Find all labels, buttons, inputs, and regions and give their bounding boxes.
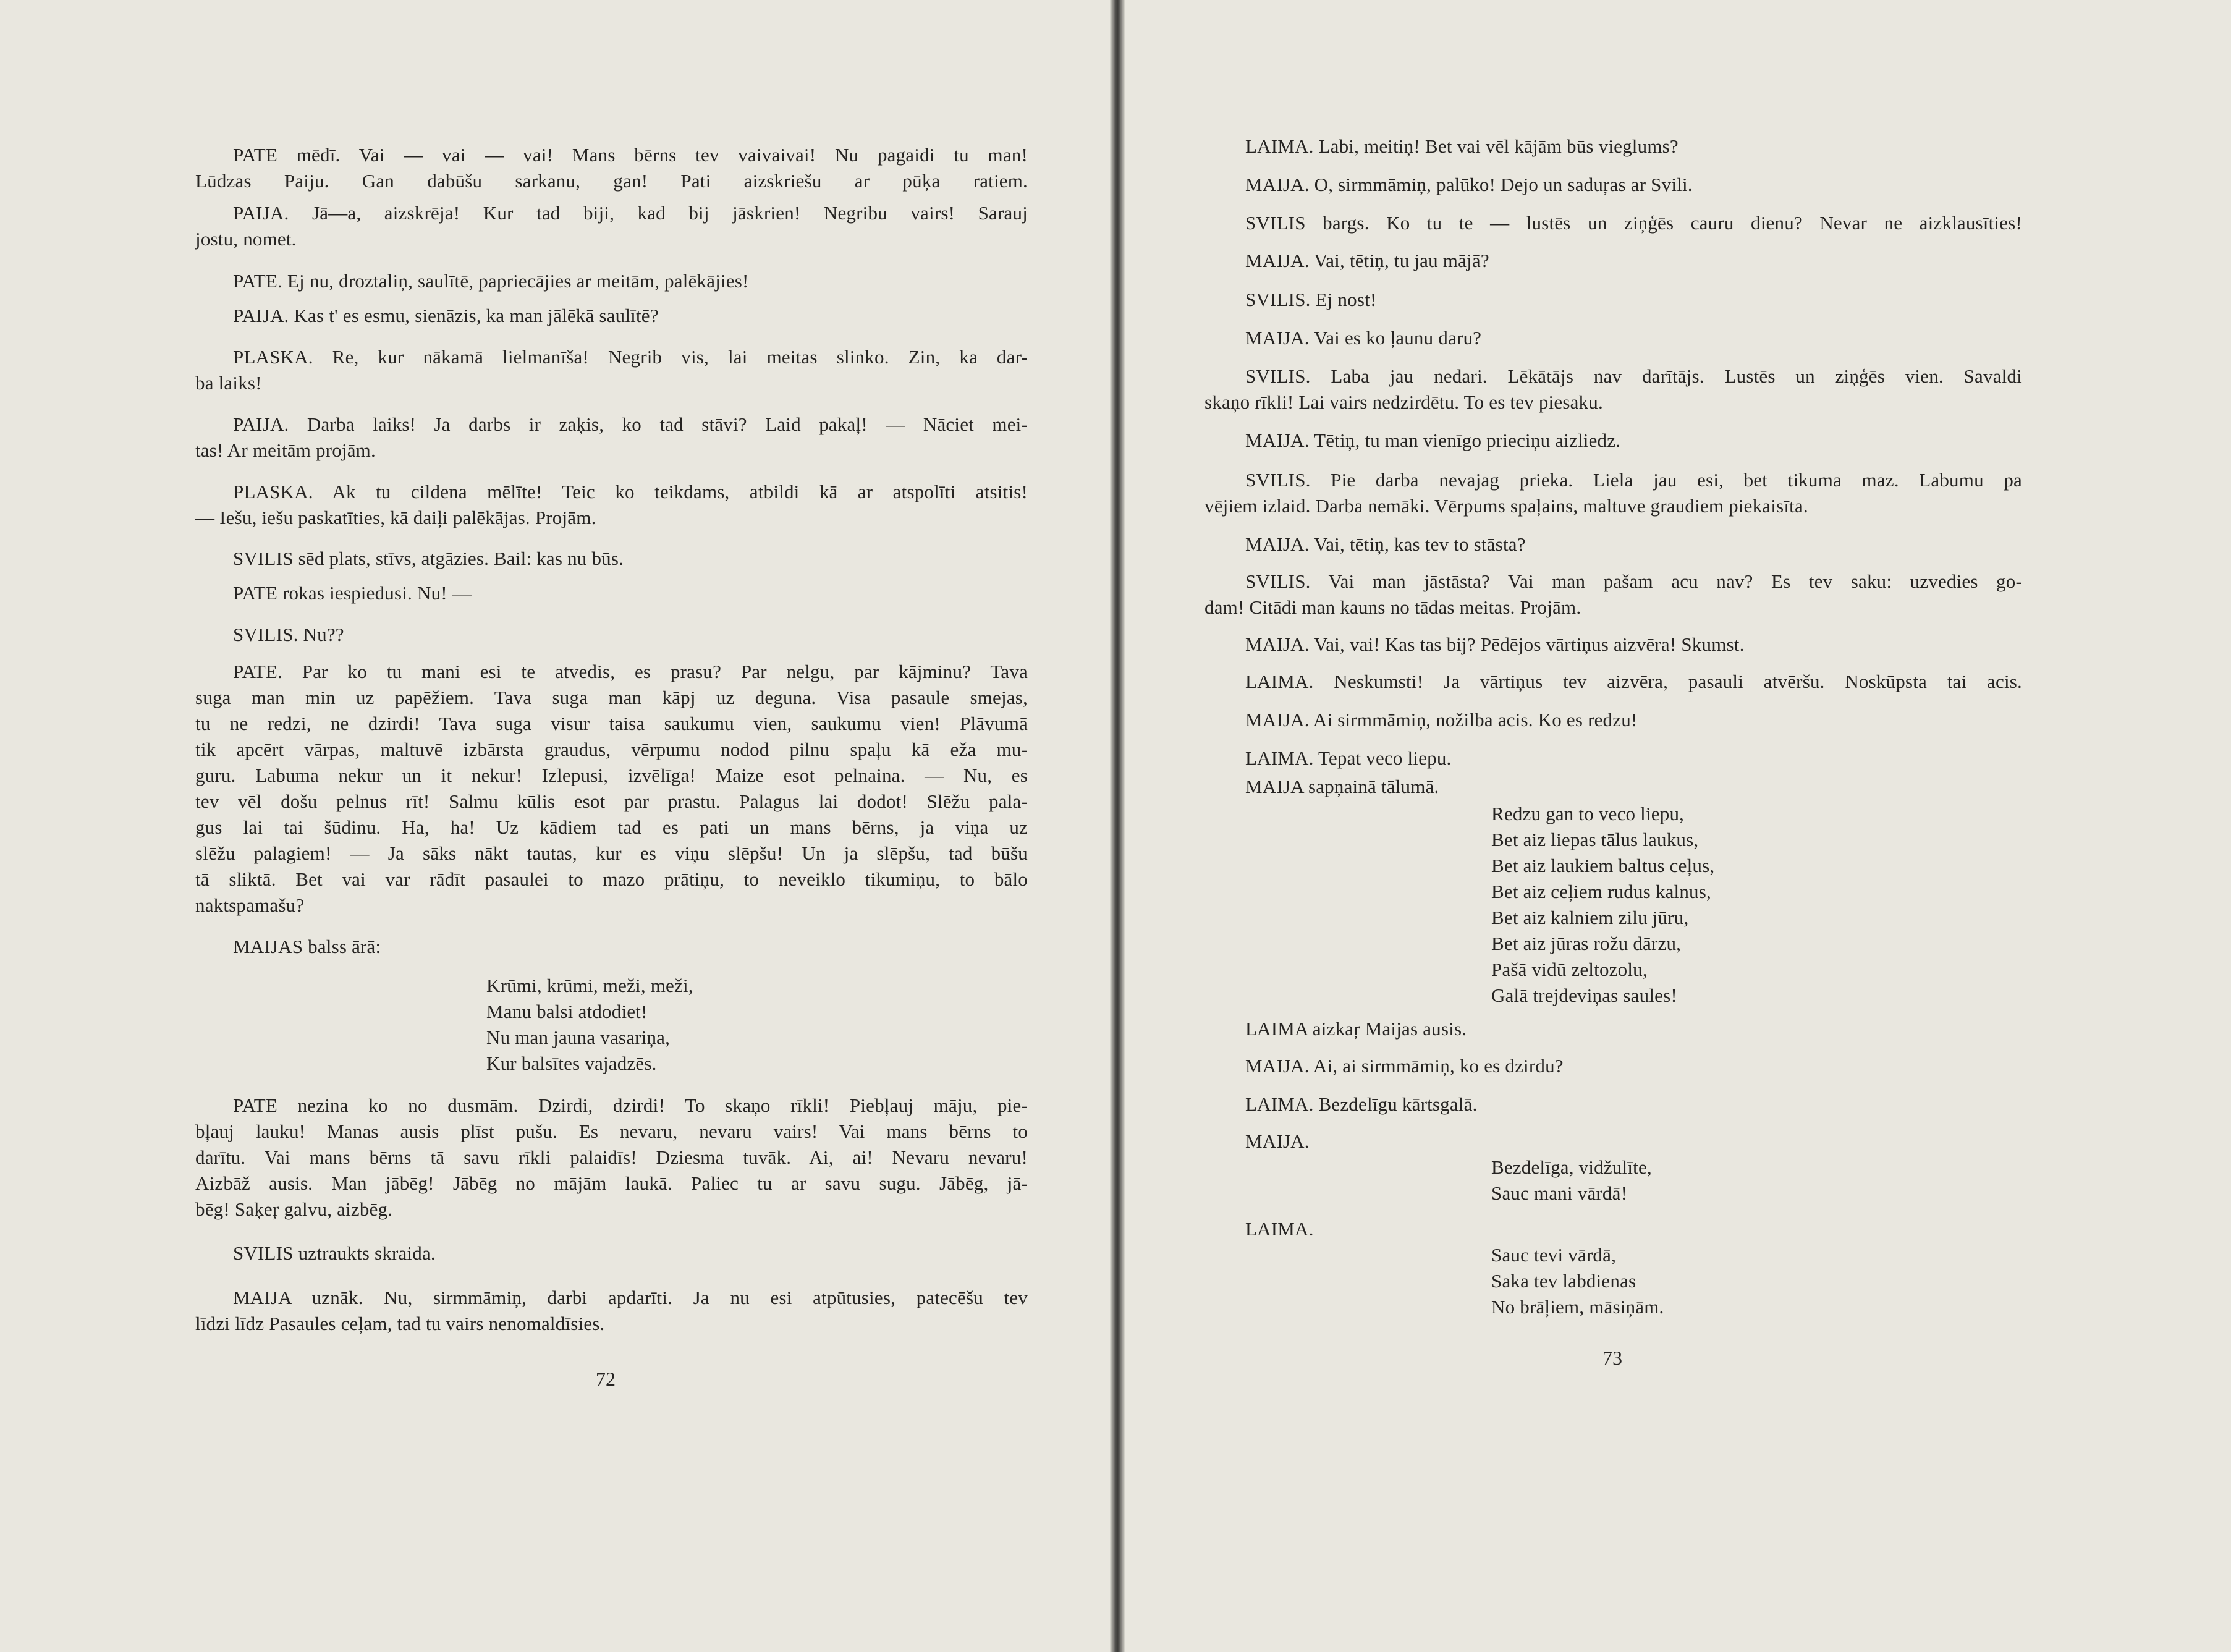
left-text-line: SVILIS. Nu?? [233, 624, 344, 645]
right-text-line: MAIJA. Tētiņ, tu man vienīgo prieciņu aizliedz. [1245, 430, 1621, 451]
left-text-line: PATE nezina ko no dusmām. Dzirdi, dzirdi! To skaņo rīkli! Piebļauj māju, pie- [233, 1095, 1028, 1116]
right-text-line: Bet aiz liepas tālus laukus, [1491, 829, 1699, 850]
left-text-line: PATE. Par ko tu mani esi te atvedis, es prasu? Par nelgu, par kājminu? Tava [233, 661, 1028, 682]
right-text-line: Saka tev labdienas [1491, 1270, 1636, 1292]
left-text-line: tā sliktā. Bet vai var rādīt pasaulei to mazo prātiņu, to neveiklo tikumiņu, to bālo [195, 868, 1028, 890]
right-page-text [1119, 0, 2231, 1652]
left-text-line: PLASKA. Re, kur nākamā lielmanīša! Negrib vis, lai meitas slinko. Zin, ka dar- [233, 346, 1028, 368]
right-text-line: SVILIS bargs. Ko tu te — lustēs un ziņģēs cauru dienu? Nevar ne aizklausīties! [1245, 212, 2022, 234]
right-text-line: SVILIS. Laba jau nedari. Lēkātājs nav darītājs. Lustēs un ziņģēs vien. Savaldi [1245, 365, 2022, 387]
left-text-line: SVILIS uztraukts skraida. [233, 1242, 436, 1264]
right-text-line: LAIMA. [1245, 1218, 1314, 1240]
page-number-left: 72 [596, 1368, 616, 1390]
left-page-text [0, 0, 1115, 1652]
right-text-line: MAIJA. Vai, tētiņ, tu jau mājā? [1245, 250, 1489, 271]
left-text-line: tev vēl došu pelnus rīt! Salmu kūlis esot par prastu. Palagus lai dodot! Slēžu pala- [195, 790, 1028, 812]
right-text-line: Sauc tevi vārdā, [1491, 1244, 1617, 1266]
right-text-line: SVILIS. Ej nost! [1245, 289, 1377, 310]
left-text-line: PLASKA. Ak tu cildena mēlīte! Teic ko teikdams, atbildi kā ar atspolīti atsitis! [233, 481, 1028, 502]
left-text-line: PAIJA. Kas t' es esmu, sienāzis, ka man jālēkā saulītē? [233, 305, 659, 326]
right-page [1119, 0, 2231, 1652]
right-text-line: Redzu gan to veco liepu, [1491, 803, 1685, 824]
right-text-line: LAIMA. Labi, meitiņ! Bet vai vēl kājām būs vieglums? [1245, 135, 1679, 157]
right-text-line: Bet aiz ceļiem rudus kalnus, [1491, 881, 1711, 902]
left-text-line: PAIJA. Darba laiks! Ja darbs ir zaķis, ko tad stāvi? Laid pakaļ! — Nāciet mei- [233, 413, 1028, 435]
left-text-line: Krūmi, krūmi, meži, meži, [486, 975, 693, 996]
right-text-line: Bet aiz laukiem baltus ceļus, [1491, 855, 1715, 876]
left-text-line: jostu, nomet. [195, 228, 297, 250]
left-text-line: suga man min uz papēžiem. Tava suga man kāpj uz deguna. Visa pasaule smejas, [195, 687, 1028, 708]
right-text-line: MAIJA. Ai, ai sirmmāmiņ, ko es dzirdu? [1245, 1055, 1564, 1077]
left-text-line: SVILIS sēd plats, stīvs, atgāzies. Bail: kas nu būs. [233, 548, 624, 569]
right-text-line: MAIJA. O, sirmmāmiņ, palūko! Dejo un saduŗas ar Svili. [1245, 174, 1693, 195]
left-text-line: Nu man jauna vasariņa, [486, 1027, 671, 1048]
right-text-line: MAIJA. Vai, vai! Kas tas bij? Pēdējos vārtiņus aizvēra! Skumst. [1245, 633, 1745, 655]
left-text-line: Lūdzas Paiju. Gan dabūšu sarkanu, gan! Pati aizskriešu ar pūķa ratiem. [195, 170, 1028, 192]
left-text-line: — Iešu, iešu paskatīties, kā daiļi palēkājas. Projām. [195, 507, 596, 528]
left-text-line: Manu balsi atdodiet! [486, 1001, 648, 1022]
right-text-line: LAIMA. Bezdelīgu kārtsgalā. [1245, 1093, 1478, 1115]
left-text-line: MAIJAS balss ārā: [233, 936, 381, 957]
left-text-line: PATE. Ej nu, droztaliņ, saulītē, papriecājies ar meitām, palēkājies! [233, 270, 749, 292]
right-text-line: MAIJA. Vai, tētiņ, kas tev to stāsta? [1245, 533, 1526, 555]
left-text-line: Aizbāž ausis. Man jābēg! Jābēg no mājām laukā. Paliec tu ar savu sugu. Jābēg, jā- [195, 1172, 1028, 1194]
left-text-line: Kur balsītes vajadzēs. [486, 1053, 657, 1074]
left-text-line: līdzi līdz Pasaules ceļam, tad tu vairs nenomaldīsies. [195, 1313, 605, 1334]
left-text-line: slēžu palagiem! — Ja sāks nākt tautas, kur es viņu slēpšu! Un ja slēpšu, tad būšu [195, 842, 1028, 864]
left-text-line: darītu. Vai mans bērns tā savu rīkli palaidīs! Dziesma tuvāk. Ai, ai! Nevaru nevaru! [195, 1146, 1028, 1168]
right-text-line: MAIJA. Ai sirmmāmiņ, nožilba acis. Ko es redzu! [1245, 709, 1638, 731]
right-text-line: Galā trejdeviņas saules! [1491, 985, 1677, 1006]
page-number-right: 73 [1602, 1347, 1622, 1369]
right-text-line: LAIMA aizkaŗ Maijas ausis. [1245, 1018, 1467, 1040]
right-text-line: LAIMA. Tepat veco liepu. [1245, 747, 1452, 769]
left-text-line: gus lai tai šūdinu. Ha, ha! Uz kādiem tad es pati un mans bērns, ja viņa uz [195, 816, 1028, 838]
right-text-line: MAIJA sapņainā tālumā. [1245, 776, 1439, 797]
right-text-line: Bezdelīga, vidžulīte, [1491, 1156, 1652, 1178]
left-text-line: bļauj lauku! Manas ausis plīst pušu. Es nevaru, nevaru vairs! Vai mans bērns to [195, 1120, 1028, 1142]
left-text-line: PATE rokas iespiedusi. Nu! — [233, 582, 472, 604]
right-text-line: Bet aiz kalniem zilu jūru, [1491, 907, 1689, 928]
left-page [0, 0, 1115, 1652]
left-text-line: tik apcērt vārpas, maltuvē izbārsta graudus, vērpumu nodod pilnu spaļu kā eža mu- [195, 739, 1028, 760]
left-text-line: ba laiks! [195, 372, 262, 394]
right-text-line: dam! Citādi man kauns no tādas meitas. Projām. [1204, 596, 1581, 618]
left-text-line: tu ne redzi, ne dzirdi! Tava suga visur taisa saukumu vien, saukumu vien! Plāvumā [195, 713, 1028, 734]
left-text-line: MAIJA uznāk. Nu, sirmmāmiņ, darbi apdarīti. Ja nu esi atpūtusies, patecēšu tev [233, 1287, 1028, 1308]
right-text-line: No brāļiem, māsiņām. [1491, 1296, 1664, 1318]
right-text-line: MAIJA. [1245, 1130, 1310, 1152]
right-text-line: skaņo rīkli! Lai vairs nedzirdētu. To es tev piesaku. [1204, 391, 1603, 413]
right-text-line: Pašā vidū zeltozolu, [1491, 959, 1648, 980]
left-text-line: guru. Labuma nekur un it nekur! Izlepusi, izvēlīga! Maize esot pelnaina. — Nu, es [195, 765, 1028, 786]
right-text-line: Sauc mani vārdā! [1491, 1182, 1628, 1204]
right-text-line: LAIMA. Neskumsti! Ja vārtiņus tev aizvēra, pasauli atvēršu. Noskūpsta tai acis. [1245, 671, 2022, 692]
right-text-line: MAIJA. Vai es ko ļaunu daru? [1245, 327, 1482, 349]
right-text-line: SVILIS. Vai man jāstāsta? Vai man pašam acu nav? Es tev saku: uzvedies go- [1245, 570, 2022, 592]
right-text-line: SVILIS. Pie darba nevajag prieka. Liela jau esi, bet tikuma maz. Labumu pa [1245, 469, 2022, 491]
left-text-line: PATE mēdī. Vai — vai — vai! Mans bērns tev vaivaivai! Nu pagaidi tu man! [233, 144, 1028, 166]
left-text-line: bēg! Saķeŗ galvu, aizbēg. [195, 1198, 393, 1220]
left-text-line: tas! Ar meitām projām. [195, 439, 376, 461]
left-text-line: naktspamašu? [195, 894, 305, 916]
right-text-line: Bet aiz jūras rožu dārzu, [1491, 933, 1682, 954]
left-text-line: PAIJA. Jā—a, aizskrēja! Kur tad biji, kad bij jāskrien! Negribu vairs! Sarauj [233, 202, 1028, 224]
right-text-line: vējiem izlaid. Darba nemāki. Vērpums spaļains, maltuve graudiem piekaisīta. [1204, 495, 1808, 517]
book-spine [1110, 0, 1125, 1652]
